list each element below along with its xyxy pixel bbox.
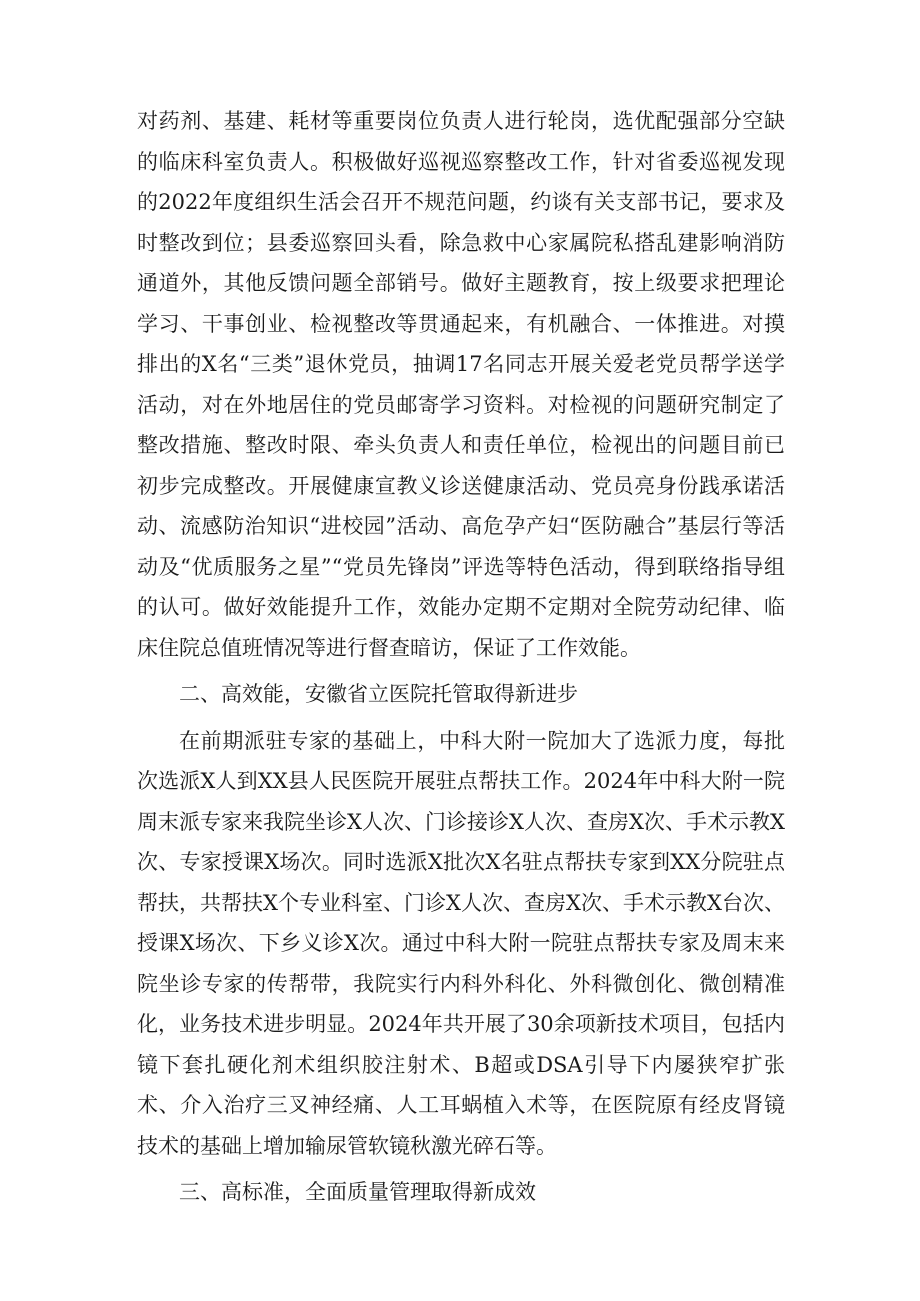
section-heading-quality: 三、高标准，全面质量管理取得新成效 (179, 1180, 536, 1204)
body-paragraph-hospital-trusteeship: 在前期派驻专家的基础上，中科大附一院加大了选派力度，每批次选派X人到XX县人民医院开展驻点帮扶工作。2024年中科大附一院周末派专家来我院坐诊X人次、门诊接诊X人次、查房X次、手术示教X次、专家授课X场次。同时选派X批次X名驻点帮扶专家到XX分院驻点帮扶，共帮扶X个专业科室、门诊X人次、查房X次、手术示教X台次、授课X场次、下乡义诊X次。通过中科大附一院驻点帮扶专家及周末来院坐诊专家的传帮带，我院实行内科外科化、外科微创化、微创精准化，业务技术进步明显。2024年共开展了30余项新技术项目，包括内镜下套扎硬化剂术组织胶注射术、B超或DSA引导下内屡狭窄扩张术、介入治疗三叉神经痛、人工耳蜗植入术等，在医院原有经皮肾镜技术的基础上增加输尿管软镜秋激光碎石等。 (137, 728, 785, 1158)
section-heading-efficiency: 二、高效能，安徽省立医院托管取得新进步 (179, 682, 578, 706)
body-paragraph-party-building: 对药剂、基建、耗材等重要岗位负责人进行轮岗，选优配强部分空缺的临床科室负责人。积极做好巡视巡察整改工作，针对省委巡视发现的2022年度组织生活会召开不规范问题，约谈有关支部书记，要求及时整改到位；县委巡察回头看，除急救中心家属院私搭乱建影响消防通道外，其他反馈问题全部销号。做好主题教育，按上级要求把理论学习、干事创业、检视整改等贯通起来，有机融合、一体推进。对摸排出的X名“三类”退休党员，抽调17名同志开展关爱老党员帮学送学活动，对在外地居住的党员邮寄学习资料。对检视的问题研究制定了整改措施、整改时限、牵头负责人和责任单位，检视出的问题目前已初步完成整改。开展健康宣教义诊送健康活动、党员亮身份践承诺活动、流感防治知识“进校园”活动、高危孕产妇“医防融合”基层行等活动及“优质服务之星”“党员先锋岗”评选等特色活动，得到联络指导组的认可。做好效能提升工作，效能办定期不定期对全院劳动纪律、临床住院总值班情况等进行督查暗访，保证了工作效能。 (137, 109, 785, 660)
document-body (137, 101, 785, 1219)
